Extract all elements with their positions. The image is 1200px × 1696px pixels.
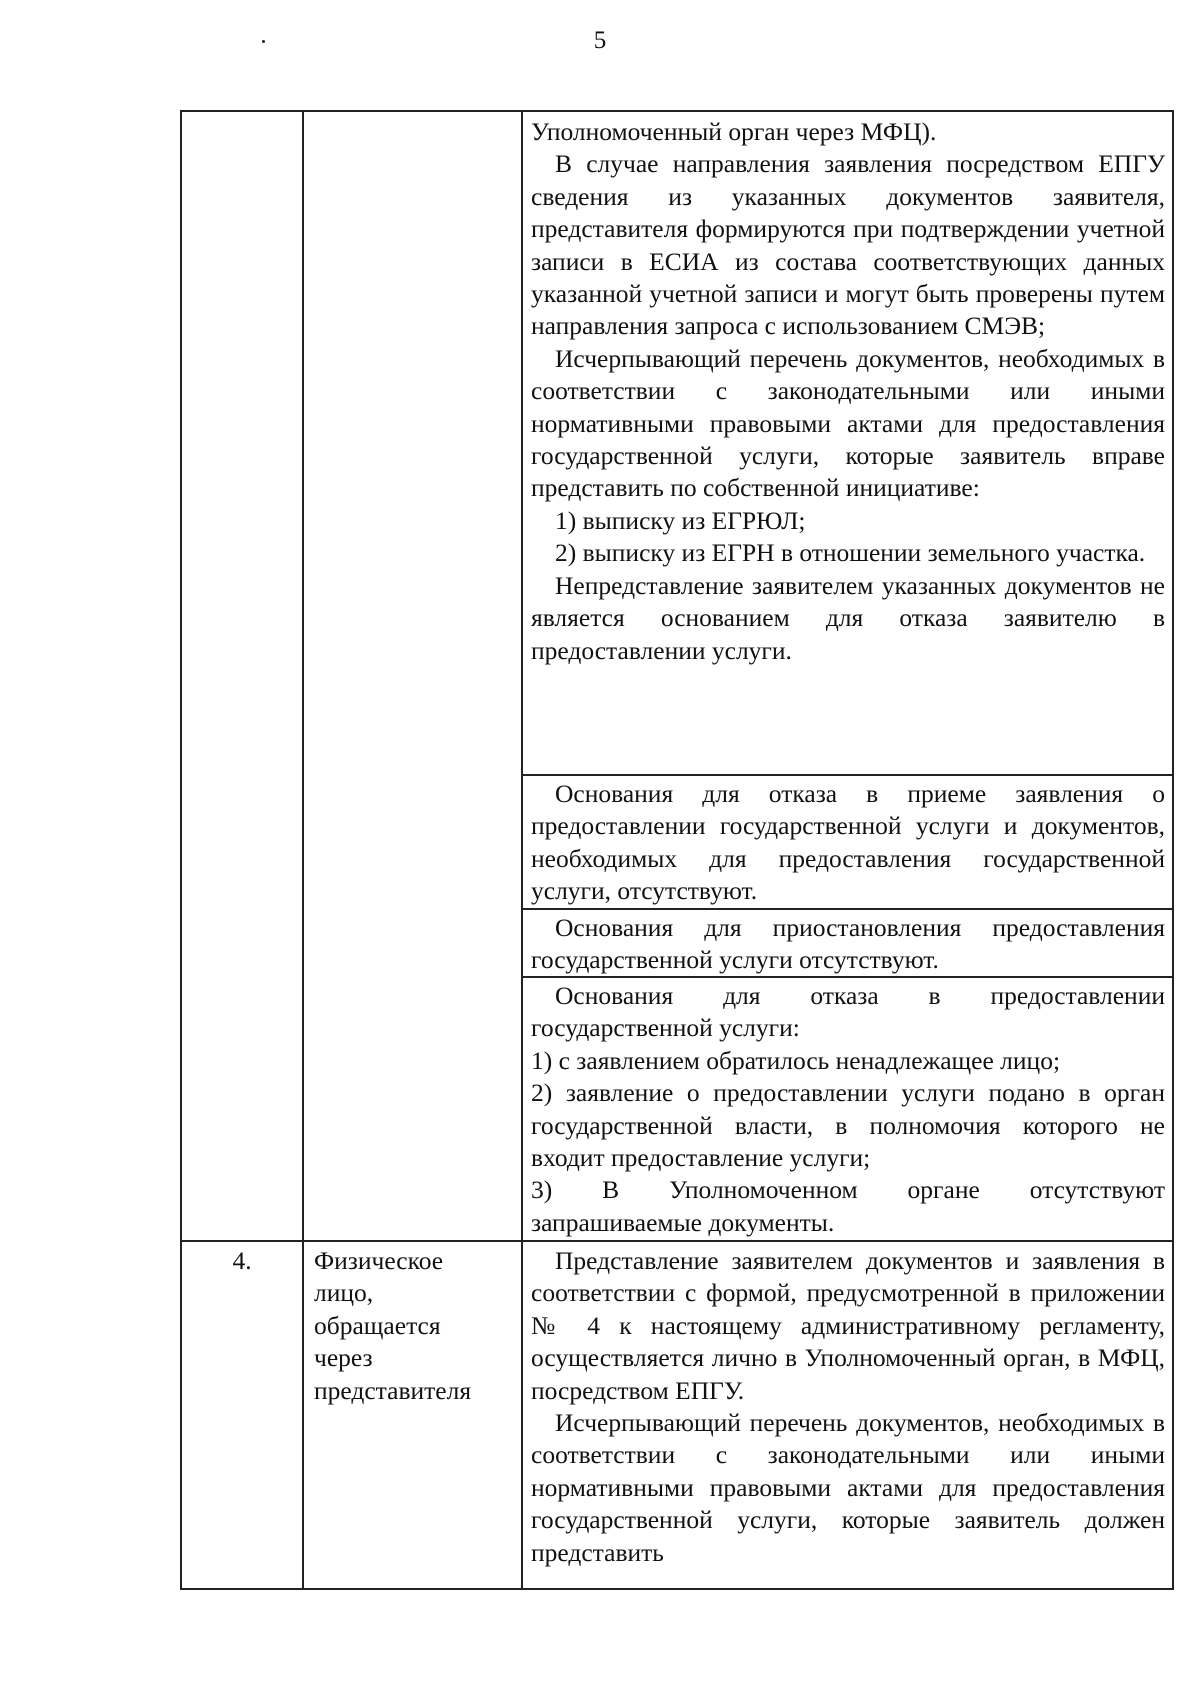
paragraph: Основания для отказа в приеме заявления о предоставлении государственной услуги и документов, необходимых для предоставления государственной услуги, отсутствуют.	[531, 779, 1165, 906]
paragraph: В случае направления заявления посредством ЕПГУ сведения из указанных документов заявителя, представителя формируются при подтверждении учетной записи в ЕСИА из состава соответствующих данных указанной учетной записи и могут быть проверены путем направления запроса с использованием СМЭВ;	[531, 149, 1165, 341]
list-item: 2) выписку из ЕГРН в отношении земельного участка.	[555, 538, 1146, 568]
row-divider	[521, 976, 1172, 978]
paragraph: Исчерпывающий перечень документов, необходимых в соответствии с законодательными или иными нормативными правовыми актами для предоставления государственной услуги, которые заявитель вправе представить по собственной инициативе:	[531, 343, 1165, 503]
applicant-type	[314, 1245, 514, 1407]
paragraph: Основания для приостановления предоставления государственной услуги отсутствуют.	[531, 913, 1165, 975]
applicant-type-line: через	[314, 1343, 373, 1373]
list-item: 1) выписку из ЕГРЮЛ;	[555, 505, 806, 535]
cell-refusal-reception	[531, 778, 1165, 908]
applicant-type-line: Физическое	[314, 1246, 444, 1275]
paragraph: Представление заявителем документов и заявления в соответствии с формой, предусмотренной в приложении № 4 к настоящему административному регламенту, осуществляется лично в Уполномоченный орган, в МФЦ, посредством ЕПГУ.	[531, 1246, 1165, 1405]
list-item: 3) В Уполномоченном органе отсутствуют запрашиваемые документы.	[531, 1175, 1165, 1237]
row-number: 4.	[232, 1246, 252, 1275]
paragraph: Уполномоченный орган через МФЦ).	[531, 117, 937, 146]
column-divider-1	[302, 112, 304, 1588]
row-divider	[521, 908, 1172, 910]
applicant-type-line: обращается	[314, 1310, 441, 1340]
requirements-table	[180, 110, 1174, 1590]
applicant-type-line: представителя	[314, 1375, 472, 1405]
scan-dot	[262, 40, 265, 43]
row-divider-full	[182, 1240, 1172, 1242]
paragraph: Основания для отказа в предоставлении государственной услуги:	[531, 981, 1165, 1043]
applicant-type-line: лицо,	[314, 1278, 374, 1308]
column-divider-2	[521, 112, 523, 1588]
cell-suspension	[531, 912, 1165, 977]
cell-submission-procedure	[531, 1245, 1165, 1569]
page-number: 5	[593, 27, 607, 54]
list-item: 2) заявление о предоставлении услуги подано в орган государственной власти, в полномочия которого не входит предоставление услуги;	[531, 1078, 1165, 1173]
paragraph: Непредставление заявителем указанных документов не является основанием для отказа заявителю в предоставлении услуги.	[531, 570, 1165, 665]
cell-documents-optional	[531, 116, 1165, 667]
row-divider	[521, 774, 1172, 776]
list-item: 1) с заявлением обратилось ненадлежащее лицо;	[531, 1045, 1061, 1075]
cell-refusal-service	[531, 980, 1165, 1239]
paragraph: Исчерпывающий перечень документов, необходимых в соответствии с законодательными или иными нормативными правовыми актами для предоставления государственной услуги, которые заявитель должен представить	[531, 1408, 1165, 1567]
